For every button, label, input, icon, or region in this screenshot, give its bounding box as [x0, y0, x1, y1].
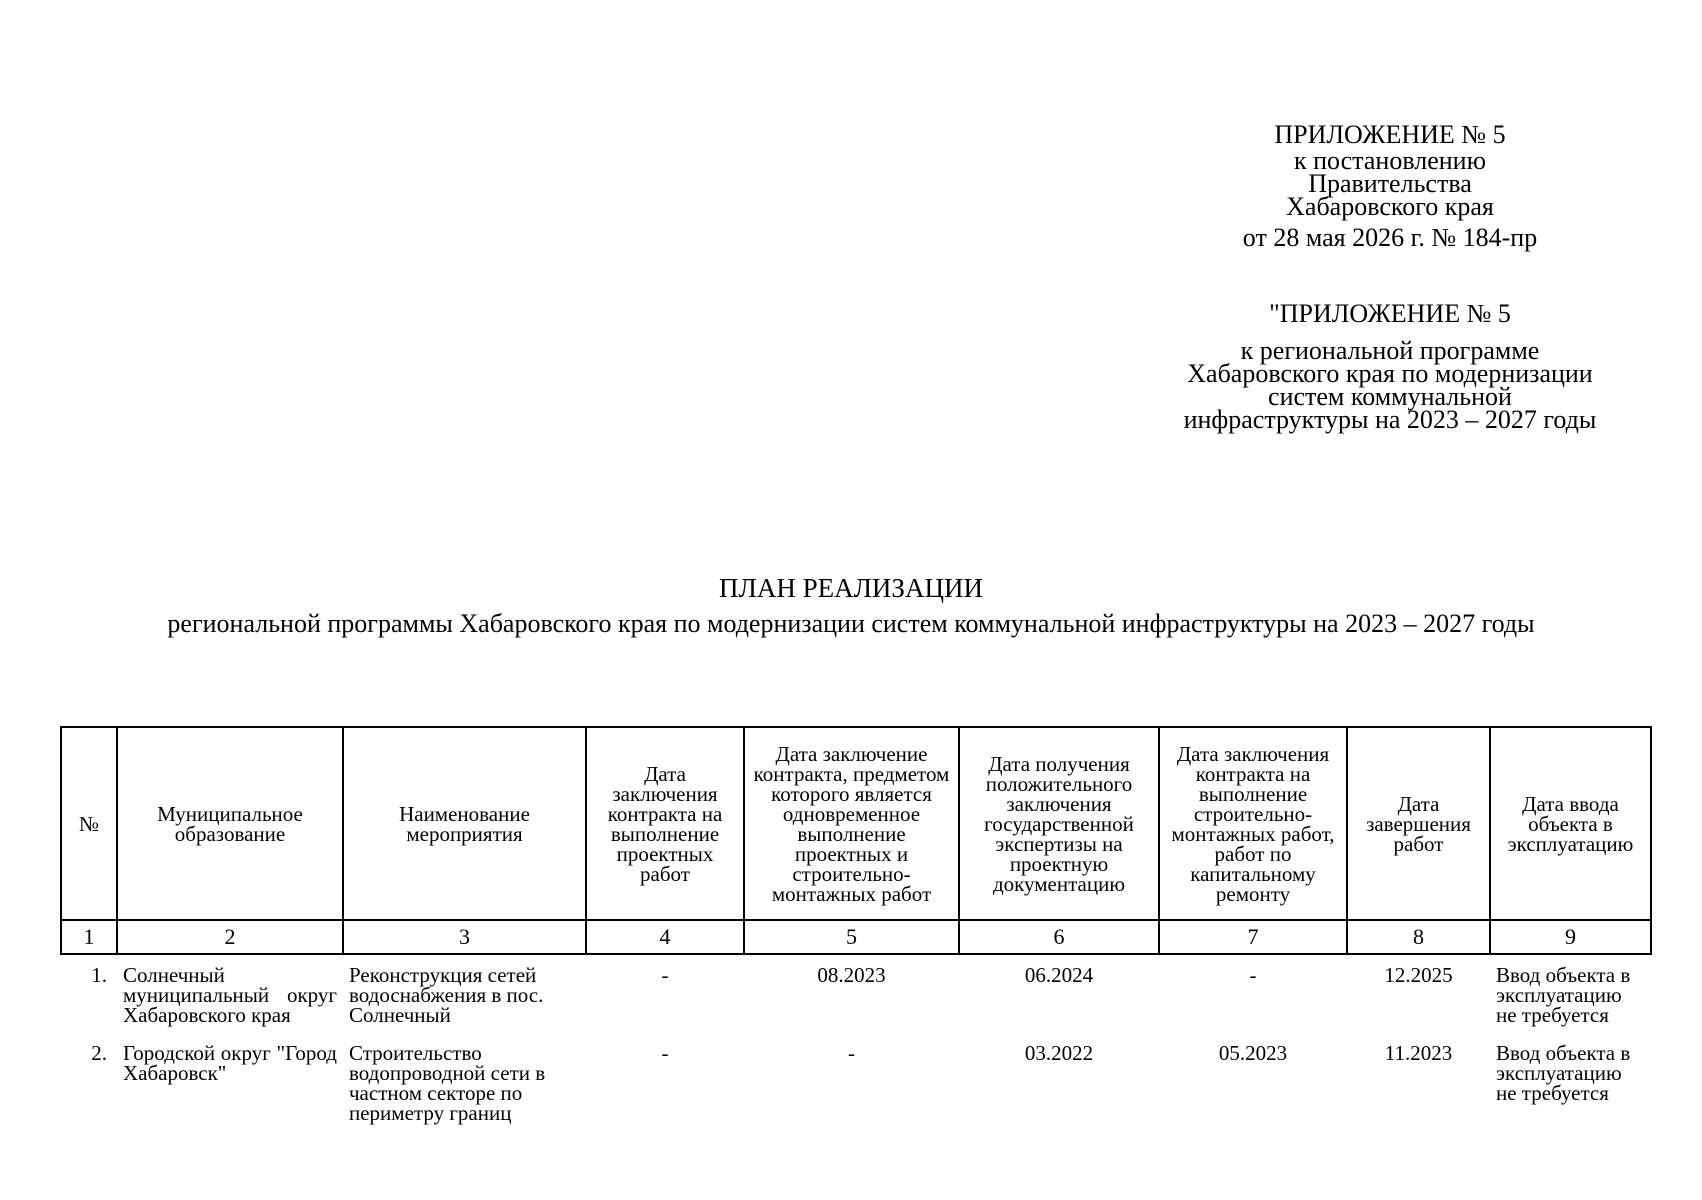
- row-commissioning: Ввод объекта в эксплуатацию не требуется: [1496, 1041, 1631, 1105]
- plan-subtitle: региональной программы Хабаровского края по модернизации систем коммунальной инфраструктуры на 2023 – 2027 годы: [167, 609, 1535, 638]
- program-appendix-line-1: к региональной программе: [1240, 336, 1540, 365]
- column-number: 3: [343, 920, 586, 954]
- appendix-title: ПРИЛОЖЕНИЕ № 5: [1274, 120, 1506, 149]
- row-measure: Реконструкция сетей водоснабжения в пос. Солнечный: [349, 963, 544, 1027]
- column-number: 4: [586, 920, 744, 954]
- column-number: 2: [117, 920, 343, 954]
- plan-table: [60, 726, 1652, 1123]
- row-municipality: Городской округ "Город Хабаровск": [123, 1041, 337, 1085]
- column-number: 1: [61, 920, 117, 954]
- row-spacer: [61, 1025, 1651, 1033]
- appendix-line-2: Правительства: [1308, 169, 1472, 198]
- table-row: [61, 1033, 1651, 1123]
- header-completion: Дата завершения работ: [1347, 727, 1490, 920]
- row-number: 2.: [91, 1041, 107, 1065]
- header-number: №: [61, 727, 117, 920]
- row-combined-contract: 08.2023: [817, 963, 886, 987]
- row-design-contract: -: [661, 1041, 669, 1065]
- header-municipality: Муниципальное образование: [117, 727, 343, 920]
- plan-title: ПЛАН РЕАЛИЗАЦИИ: [719, 573, 983, 603]
- column-number: 7: [1159, 920, 1347, 954]
- appendix-date: от 28 мая 2026 г. № 184-пр: [1242, 223, 1538, 252]
- row-expertise: 03.2022: [1024, 1041, 1094, 1065]
- row-measure: Строительство водопроводной сети в частном секторе по периметру границ: [349, 1041, 546, 1125]
- header-measure: Наименование мероприятия: [343, 727, 586, 920]
- appendix-line-1: к постановлению: [1293, 146, 1487, 175]
- appendix-header: [1190, 120, 1590, 252]
- row-construction-contract: -: [1249, 963, 1257, 987]
- row-construction-contract: 05.2023: [1218, 1041, 1288, 1065]
- appendix-line-3: Хабаровского края: [1286, 192, 1494, 221]
- program-appendix-line-3: систем коммунальной: [1268, 382, 1512, 411]
- program-appendix-header: [1160, 299, 1620, 434]
- row-commissioning: Ввод объекта в эксплуатацию не требуется: [1496, 963, 1631, 1027]
- row-expertise: 06.2024: [1024, 963, 1094, 987]
- row-design-contract: -: [661, 963, 669, 987]
- program-appendix-title: "ПРИЛОЖЕНИЕ № 5: [1269, 299, 1511, 328]
- column-number-row: [61, 920, 1651, 954]
- header-commissioning: Дата ввода объекта в эксплуатацию: [1490, 727, 1651, 920]
- header-construction-contract: Дата заключения контракта на выполнение строительно-монтажных работ, работ по капитальному ремонту: [1159, 727, 1347, 920]
- row-combined-contract: -: [848, 1041, 855, 1065]
- row-completion: 12.2025: [1384, 963, 1453, 987]
- header-design-contract: Дата заключения контракта на выполнение проектных работ: [586, 727, 744, 920]
- column-number: 5: [744, 920, 959, 954]
- program-appendix-line-2: Хабаровского края по модернизации: [1187, 359, 1593, 388]
- header-combined-contract: Дата заключение контракта, предметом которого является одновременное выполнение проектных и строительно-монтажных работ: [744, 727, 959, 920]
- table-header-row: [61, 727, 1651, 920]
- column-number: 9: [1490, 920, 1651, 954]
- row-municipality: Солнечный муниципальный округ Хабаровского края: [123, 963, 337, 1027]
- header-expertise: Дата получения положительного заключения государственной экспертизы на проектную документацию: [959, 727, 1159, 920]
- program-appendix-line-4: инфраструктуры на 2023 – 2027 годы: [1183, 405, 1597, 434]
- column-number: 6: [959, 920, 1159, 954]
- row-number: 1.: [91, 963, 107, 987]
- table-row: [61, 954, 1651, 1025]
- row-completion: 11.2023: [1384, 1041, 1453, 1065]
- column-number: 8: [1347, 920, 1490, 954]
